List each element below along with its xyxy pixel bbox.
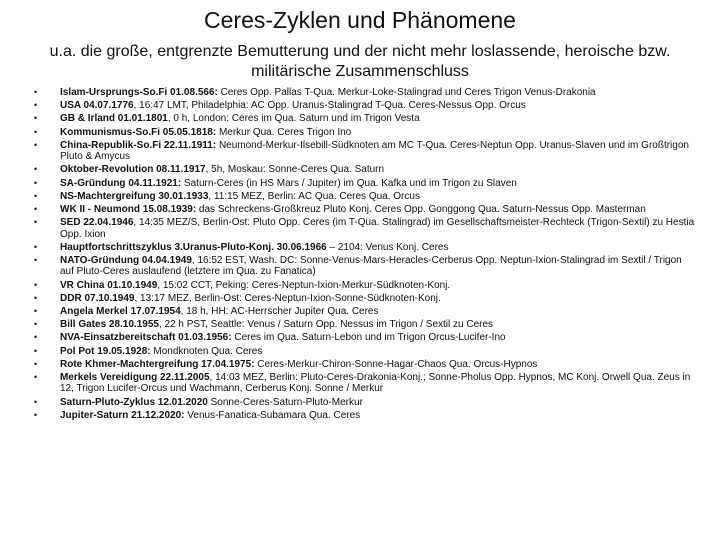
event-list: [34, 87, 696, 423]
item-heading: Bill Gates 28.10.1955: [60, 319, 159, 331]
list-item: [34, 397, 696, 408]
item-heading: USA 04.07.1776: [60, 100, 134, 112]
item-heading: Oktober-Revolution 08.11.1917: [60, 164, 206, 176]
list-item: [34, 191, 696, 202]
list-item: [34, 319, 696, 330]
item-heading: Saturn-Pluto-Zyklus 12.01.2020: [60, 396, 208, 408]
list-item: [34, 100, 696, 111]
item-text: , 14:03 MEZ, Berlin: Pluto-Ceres-Drakonia-Konj.; Sonne-Pholus Opp. Hypnos, MC Konj. Orwell Qua. Zeus in 12, Trigon Lucifer-Orcus und Wachmann, Cerberus Konj. Sonne / Merkur: [60, 372, 691, 395]
item-text: Ceres-Merkur-Chiron-Sonne-Hagar-Chaos Qua. Orcus-Hypnos: [254, 358, 538, 370]
item-text: – 2104: Venus Konj. Ceres: [326, 241, 449, 253]
item-text: Venus-Fanatica-Subamara Qua. Ceres: [184, 409, 361, 421]
item-heading: Pol Pot 19.05.1928:: [60, 345, 151, 357]
item-heading: Merkels Vereidigung 22.11.2005: [60, 372, 210, 384]
item-text: , 22 h PST, Seattle: Venus / Saturn Opp. Nessus im Trigon / Sextil zu Ceres: [158, 319, 494, 331]
list-item: [34, 280, 696, 291]
page-subtitle: u.a. die große, entgrenzte Bemutterung und der nicht mehr loslassende, heroische bzw. militärische Zusammenschluss: [49, 43, 671, 80]
list-item: [34, 372, 696, 395]
item-heading: Hauptfortschrittszyklus 3.Uranus-Pluto-Konj. 30.06.1966: [60, 241, 327, 253]
item-heading: GB & Irland 01.01.1801: [60, 113, 168, 125]
list-item: [34, 127, 696, 138]
item-text: Ceres im Qua. Saturn-Lebon und im Trigon Orcus-Lucifer-Ino: [231, 332, 506, 344]
item-heading: WK II - Neumond 15.08.1939:: [60, 204, 197, 216]
item-heading: Angela Merkel 17.07.1954: [60, 306, 181, 318]
item-text: Ceres Opp. Pallas T-Qua. Merkur-Loke-Stalingrad und Ceres Trigon Venus-Drakonia: [217, 87, 596, 98]
item-text: , 0 h, London: Ceres im Qua. Saturn und im Trigon Vesta: [167, 113, 420, 125]
item-text: das Schreckens-Großkreuz Pluto Konj. Ceres Opp. Gonggong Qua. Saturn-Nessus Opp. Masterman: [196, 204, 646, 216]
item-text: Sonne-Ceres-Saturn-Pluto-Merkur: [207, 396, 363, 408]
item-heading: NATO-Gründung 04.04.1949: [60, 255, 192, 267]
list-item: [34, 410, 696, 421]
list-item: [34, 242, 696, 253]
item-text: , 13:17 MEZ, Berlin-Ost: Ceres-Neptun-Ixion-Sonne-Südknoten-Konj.: [134, 292, 441, 304]
item-heading: NVA-Einsatzbereitschaft 01.03.1956:: [60, 332, 232, 344]
list-item: [34, 359, 696, 370]
item-text: , 11:15 MEZ, Berlin: AC Qua. Ceres Qua. Orcus: [208, 190, 420, 202]
list-item: [34, 87, 696, 98]
item-text: , 14:35 MEZ/S, Berlin-Ost: Pluto Opp. Ceres (im T-Qua. Stalingrad) im Gesellschaftsmeister-Rechteck (Trigon-Sextil) zu Hestia Opp. Ixion: [60, 217, 695, 240]
list-item: [34, 113, 696, 124]
item-text: Mondknoten Qua. Ceres: [150, 345, 263, 357]
list-item: [34, 346, 696, 357]
item-text: , 5h, Moskau: Sonne-Ceres Qua. Saturn: [205, 164, 385, 176]
item-heading: China-Republik-So.Fi 22.11.1911:: [60, 139, 217, 151]
list-item: [34, 140, 696, 163]
item-text: , 16:52 EST, Wash. DC: Sonne-Venus-Mars-Heracles-Cerberus Opp. Neptun-Ixion-Stalingrad im Sextil / Trigon auf Pluto-Ceres auslaufend (letztere im Qua. zu Fanatica): [60, 255, 682, 278]
item-text: , 15:02 CCT, Peking: Ceres-Neptun-Ixion-Merkur-Südknoten-Konj.: [157, 279, 451, 291]
item-heading: Islam-Ursprungs-So.Fi 01.08.566:: [60, 87, 218, 98]
item-heading: Rote Khmer-Machtergreifung 17.04.1975:: [60, 358, 255, 370]
item-heading: SED 22.04.1946: [60, 217, 134, 229]
item-text: , 18 h, HH: AC-Herrscher Jupiter Qua. Ceres: [180, 306, 379, 318]
list-item: [34, 204, 696, 215]
page-title: Ceres-Zyklen und Phänomene: [204, 7, 516, 33]
list-item: [34, 306, 696, 317]
item-heading: SA-Gründung 04.11.1921:: [60, 177, 182, 189]
item-heading: Jupiter-Saturn 21.12.2020:: [60, 409, 185, 421]
item-heading: DDR 07.10.1949: [60, 292, 135, 304]
list-item: [34, 293, 696, 304]
item-heading: NS-Machtergreifung 30.01.1933: [60, 190, 209, 202]
list-item: [34, 217, 696, 240]
list-item: [34, 255, 696, 278]
list-item: [34, 332, 696, 343]
item-heading: VR China 01.10.1949: [60, 279, 158, 291]
item-text: Saturn-Ceres (in HS Mars / Jupiter) im Qua. Kafka und im Trigon zu Slaven: [181, 177, 517, 189]
item-heading: Kommunismus-So.Fi 05.05.1818:: [60, 126, 217, 138]
list-item: [34, 164, 696, 175]
item-text: , 16:47 LMT, Philadelphia: AC Opp. Uranus-Stalingrad T-Qua. Ceres-Nessus Opp. Orcus: [133, 100, 526, 112]
list-item: [34, 178, 696, 189]
item-text: Merkur Qua. Ceres Trigon Ino: [216, 126, 352, 138]
item-text: Neumond-Merkur-Ilsebill-Südknoten am MC T-Qua. Ceres-Neptun Opp. Uranus-Slaven und im Großtrigon Pluto & Amycus: [60, 139, 689, 163]
